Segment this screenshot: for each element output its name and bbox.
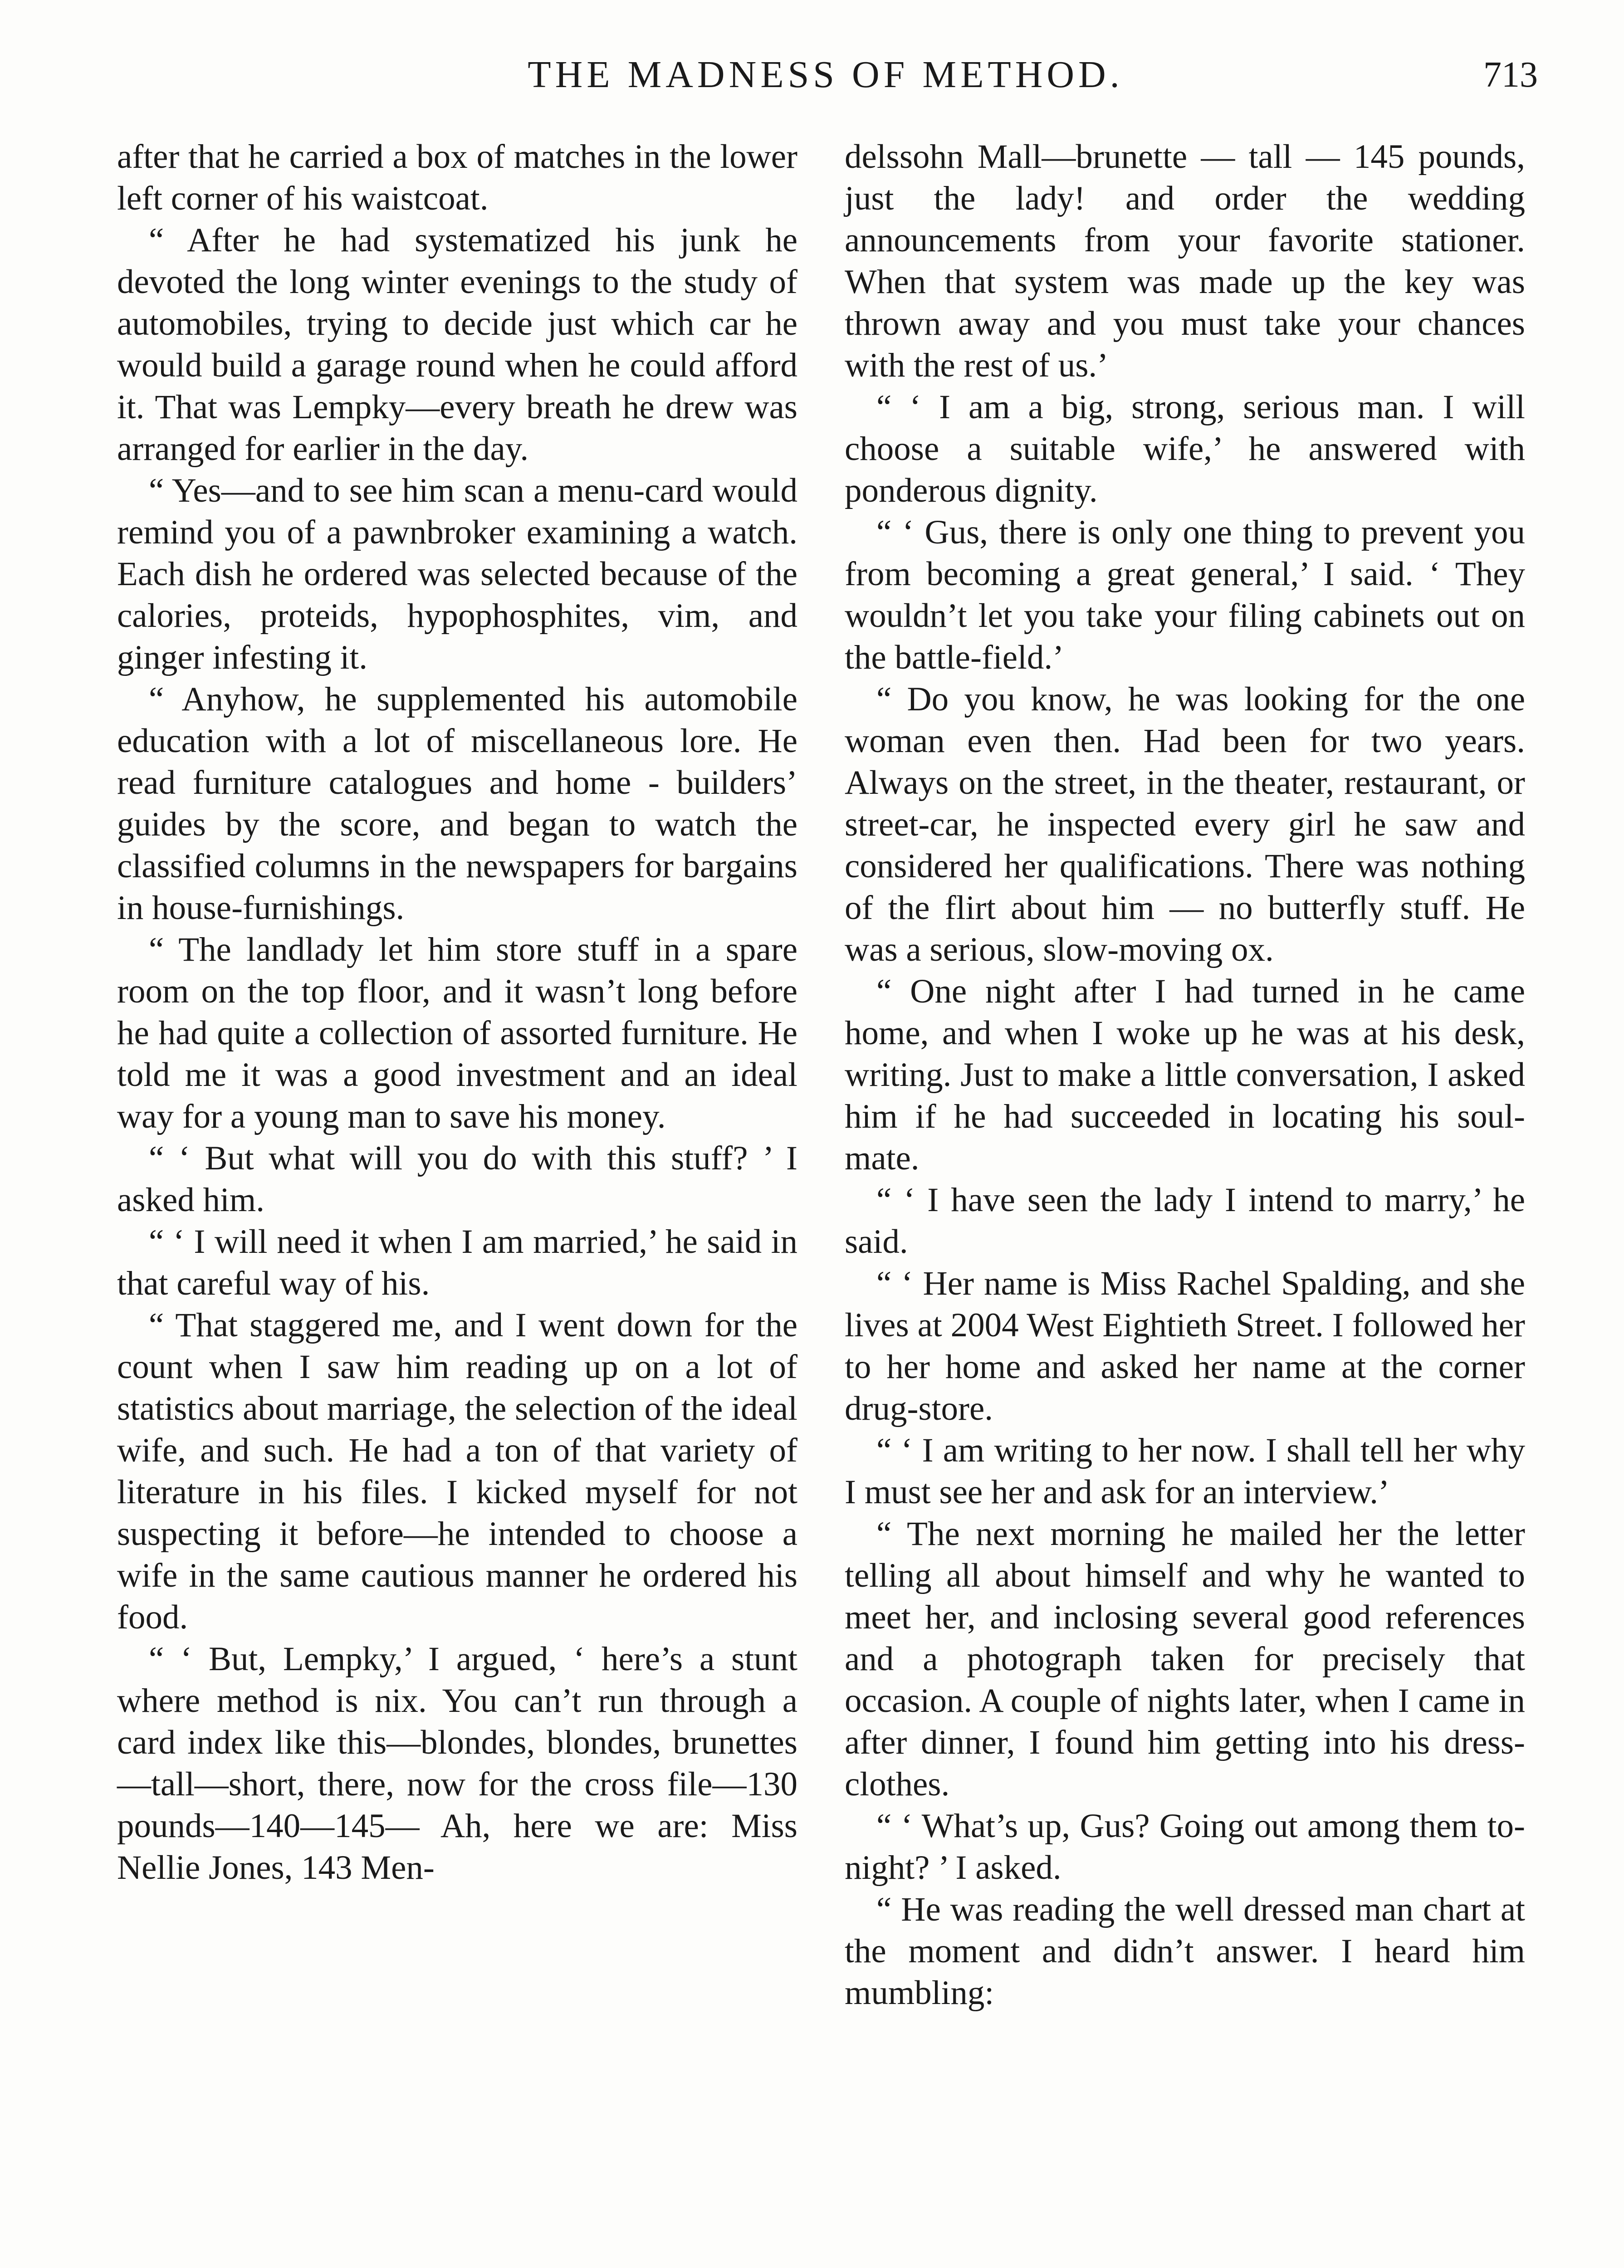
right-column [845, 136, 1525, 2014]
page-number: 713 [1483, 55, 1538, 95]
paragraph: “ One night after I had turned in he came home, and when I woke up he was at his desk, writing. Just to make a little conversation, I asked him if he had succeeded in locating his soul-mate. [845, 973, 1525, 1177]
paragraph: “ The landlady let him store stuff in a spare room on the top floor, and it wasn’t long before he had quite a collection of assorted furniture. He told me it was a good investment and an ideal way for a young man to save his money. [117, 931, 797, 1135]
left-column [117, 136, 797, 1889]
paragraph: “ ‘ What’s up, Gus? Going out among them to-night? ’ I asked. [845, 1807, 1525, 1887]
paragraph: “ ‘ I am writing to her now. I shall tell her why I must see her and ask for an interview.’ [845, 1432, 1525, 1511]
paragraph: “ After he had systematized his junk he devoted the long winter evenings to the study of automobiles, trying to decide just which car he would build a garage round when he could afford it. That was Lempky—every breath he drew was arranged for earlier in the day. [117, 221, 797, 468]
paragraph: “ The next morning he mailed her the letter telling all about himself and why he wanted to meet her, and inclosing several good references and a photograph taken for precisely that occasion. A couple of nights later, when I came in after dinner, I found him getting into his dress-clothes. [845, 1515, 1525, 1803]
paragraph: “ Anyhow, he supplemented his automobile education with a lot of miscellaneous lore. He read furniture catalogues and home - builders’ guides by the score, and began to watch the classified columns in the newspapers for bargains in house-furnishings. [117, 680, 797, 927]
paragraph: after that he carried a box of matches in the lower left corner of his waistcoat. [117, 138, 797, 217]
running-head [113, 48, 1538, 102]
paragraph: “ ‘ But what will you do with this stuff? ’ I asked him. [117, 1139, 797, 1219]
paragraph: “ ‘ Her name is Miss Rachel Spalding, and she lives at 2004 West Eightieth Street. I followed her to her home and asked her name at the corner drug-store. [845, 1265, 1525, 1427]
paragraph: “ ‘ But, Lempky,’ I argued, ‘ here’s a stunt where method is nix. You can’t run through a card index like this—blondes, blondes, brunettes—tall—short, there, now for the cross file—130 pounds—140—145— Ah, here we are: Miss Nellie Jones, 143 Men- [117, 1640, 797, 1887]
paragraph: “ Do you know, he was looking for the one woman even then. Had been for two years. Always on the street, in the theater, restaurant, or street-car, he inspected every girl he saw and considered her qualifications. There was nothing of the flirt about him — no butterfly stuff. He was a serious, slow-moving ox. [845, 680, 1525, 968]
paragraph: “ ‘ I will need it when I am married,’ he said in that careful way of his. [117, 1223, 797, 1302]
paragraph: “ ‘ I am a big, strong, serious man. I will choose a suitable wife,’ he answered with ponderous dignity. [845, 388, 1525, 509]
paragraph: delssohn Mall—brunette — tall — 145 pounds, just the lady! and order the wedding announcements from your favorite stationer. When that system was made up the key was thrown away and you must take your chances with the rest of us.’ [845, 138, 1525, 384]
paragraph: “ That staggered me, and I went down for the count when I saw him reading up on a lot of statistics about marriage, the selection of the ideal wife, and such. He had a ton of that variety of literature in his files. I kicked myself for not suspecting it before—he intended to choose a wife in the same cautious manner he ordered his food. [117, 1306, 797, 1636]
paragraph: “ He was reading the well dressed man chart at the moment and didn’t answer. I heard him mumbling: [845, 1891, 1525, 2012]
paragraph: “ ‘ Gus, there is only one thing to prevent you from becoming a great general,’ I said. ‘ They wouldn’t let you take your filing cabinets out on the battle-field.’ [845, 513, 1525, 676]
paragraph: “ ‘ I have seen the lady I intend to marry,’ he said. [845, 1181, 1525, 1261]
paragraph: “ Yes—and to see him scan a menu-card would remind you of a pawnbroker examining a watch. Each dish he ordered was selected because of the calories, proteids, hypophosphites, vim, and ginger infesting it. [117, 472, 797, 676]
running-title: THE MADNESS OF METHOD. [528, 54, 1124, 96]
